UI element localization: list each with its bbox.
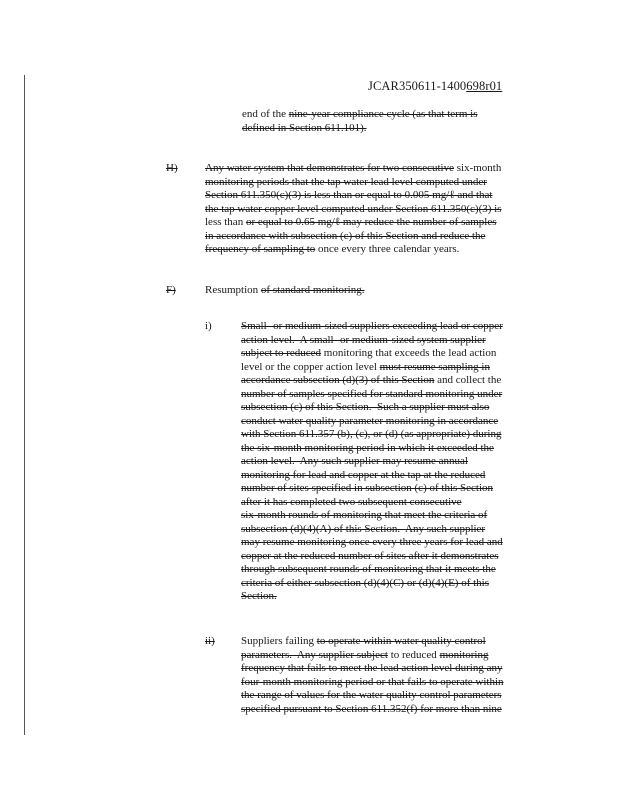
struck-text: defined in Section 611.101). bbox=[242, 121, 367, 134]
change-bar bbox=[24, 75, 25, 735]
para-i-text bbox=[241, 320, 571, 604]
text-line bbox=[241, 428, 571, 442]
text-line bbox=[205, 203, 545, 217]
struck-text: or equal to 0.65 mg/ℓ may reduce the number of samples bbox=[245, 216, 497, 228]
text-line bbox=[241, 334, 571, 348]
text-line bbox=[241, 676, 571, 690]
struck-text: Any water system that demonstrates for bbox=[205, 162, 383, 174]
struck-text: Section. bbox=[241, 590, 277, 602]
text-line bbox=[205, 162, 545, 176]
text-line bbox=[241, 536, 571, 550]
text-line bbox=[205, 284, 545, 298]
text-line bbox=[241, 415, 571, 429]
retained-text: less than bbox=[205, 216, 246, 228]
text-line bbox=[205, 243, 545, 257]
retained-text: six-month bbox=[453, 162, 502, 174]
text-line bbox=[241, 635, 571, 649]
para-h-text bbox=[205, 162, 545, 257]
struck-text: frequency of sampling to bbox=[205, 243, 316, 255]
struck-text: number of sites specified in subsection (c) of this Section bbox=[241, 482, 494, 494]
retained-text: level or the copper action level bbox=[241, 360, 380, 373]
struck-text: the tap water copper level computed under Section 611.350(c)(3) is bbox=[205, 202, 502, 215]
text-line bbox=[241, 662, 571, 676]
struck-text: Section 611.350(c)(3) is less than or equal to 0.005 mg/ℓ and that bbox=[205, 189, 493, 201]
para-f-label: F) bbox=[166, 284, 176, 296]
struck-text: the six-month monitoring period in which it exceeded the bbox=[241, 441, 494, 454]
text-line bbox=[241, 320, 571, 334]
struck-text: to operate within water quality control bbox=[316, 635, 486, 647]
struck-text: criteria of either subsection (d)(4)(C) or (d)(4)(E) of this bbox=[241, 576, 490, 589]
struck-text: specified pursuant to Section 611.352(f) for more than nine bbox=[241, 702, 502, 715]
para-ii-label: ii) bbox=[205, 635, 215, 647]
text-line bbox=[241, 703, 571, 717]
text-line bbox=[205, 230, 545, 244]
text-line bbox=[241, 523, 571, 537]
struck-text: subsection (c) of this Section. Such a supplier must also bbox=[241, 401, 490, 413]
struck-text: action level. Any such supplier bbox=[241, 455, 383, 467]
struck-text: monitoring for lead and copper at the tap at the reduced bbox=[241, 468, 486, 481]
retained-text: Resumption bbox=[205, 284, 261, 296]
text-line bbox=[241, 482, 571, 496]
text-line bbox=[205, 189, 545, 203]
struck-text: monitoring bbox=[439, 648, 489, 661]
text-line bbox=[241, 388, 571, 402]
struck-text: four-month monitoring period or that fails to operate within bbox=[241, 675, 504, 688]
struck-text: subsection (d)(4)(A) of this Section. Any such supplier bbox=[241, 522, 486, 535]
text-line bbox=[205, 216, 545, 230]
text-line bbox=[241, 577, 571, 591]
text-line bbox=[241, 374, 571, 388]
para-f-heading bbox=[205, 284, 545, 298]
continuation-text bbox=[242, 108, 572, 135]
text-line bbox=[242, 108, 572, 122]
document-id-header bbox=[368, 79, 502, 94]
struck-text: subject to reduced bbox=[241, 347, 322, 359]
struck-text: frequency that fails to meet the lead action level during any bbox=[241, 662, 503, 674]
struck-text: parameters. Any supplier subject bbox=[241, 648, 388, 661]
para-h-label: H) bbox=[166, 162, 178, 174]
text-line bbox=[241, 347, 571, 361]
text-line bbox=[241, 469, 571, 483]
struck-text: may resume monitoring once every three years for lead and bbox=[241, 536, 503, 548]
struck-text: two consecutive bbox=[382, 162, 454, 174]
retained-text: once every three calendar years. bbox=[315, 243, 460, 255]
struck-text: conduct water quality parameter monitoring in accordance bbox=[241, 414, 499, 427]
retained-text: and collect the bbox=[434, 374, 502, 386]
text-line bbox=[241, 401, 571, 415]
struck-text: Small- or medium-sized suppliers exceeding lead or copper bbox=[241, 320, 503, 332]
retained-text: monitoring that exceeds the lead action bbox=[321, 347, 497, 359]
text-line bbox=[241, 509, 571, 523]
text-line bbox=[241, 590, 571, 604]
struck-text: nine-year compliance cycle (as that term is bbox=[288, 108, 478, 120]
struck-text: through subsequent rounds of monitoring that it meets the bbox=[241, 563, 496, 575]
struck-text: with Section 611.357 (b), (c), or (d) (as appropriate) during bbox=[241, 428, 502, 440]
text-line bbox=[242, 122, 572, 136]
document-id-suffix: 698r01 bbox=[466, 79, 503, 93]
struck-text: after it has completed two subsequent consecutive bbox=[241, 495, 462, 508]
struck-text: accordance subsection (d)(3) of this Section bbox=[241, 374, 435, 386]
document-id-prefix: JCAR350611-1400 bbox=[368, 79, 467, 93]
text-line bbox=[241, 550, 571, 564]
retained-text: Suppliers failing bbox=[241, 635, 317, 647]
text-line bbox=[241, 689, 571, 703]
struck-text: may resume annual bbox=[382, 455, 468, 467]
struck-text: the range of values for the water quality control parameters bbox=[241, 689, 502, 701]
struck-text: in accordance with subsection (c) of this Section and reduce the bbox=[205, 229, 486, 242]
text-line bbox=[241, 455, 571, 469]
struck-text: action level. A small- or medium-sized system supplier bbox=[241, 333, 486, 346]
text-line bbox=[241, 361, 571, 375]
text-line bbox=[241, 649, 571, 663]
struck-text: six-month rounds of monitoring that meet the criteria of bbox=[241, 509, 488, 521]
struck-text: number of samples specified for standard monitoring under bbox=[241, 387, 503, 400]
para-ii-text bbox=[241, 635, 571, 716]
struck-text: must resume sampling in bbox=[379, 360, 490, 373]
text-line bbox=[241, 563, 571, 577]
text-line bbox=[241, 496, 571, 510]
para-i-label: i) bbox=[205, 320, 212, 332]
retained-text: end of the bbox=[242, 108, 289, 120]
text-line bbox=[241, 442, 571, 456]
text-line bbox=[205, 176, 545, 190]
retained-text: to reduced bbox=[387, 648, 440, 661]
struck-text: copper at the reduced number of sites after it demonstrates bbox=[241, 549, 499, 562]
struck-text: monitoring periods that the tap water lead level computed under bbox=[205, 175, 487, 188]
struck-text: of standard monitoring. bbox=[260, 284, 365, 296]
